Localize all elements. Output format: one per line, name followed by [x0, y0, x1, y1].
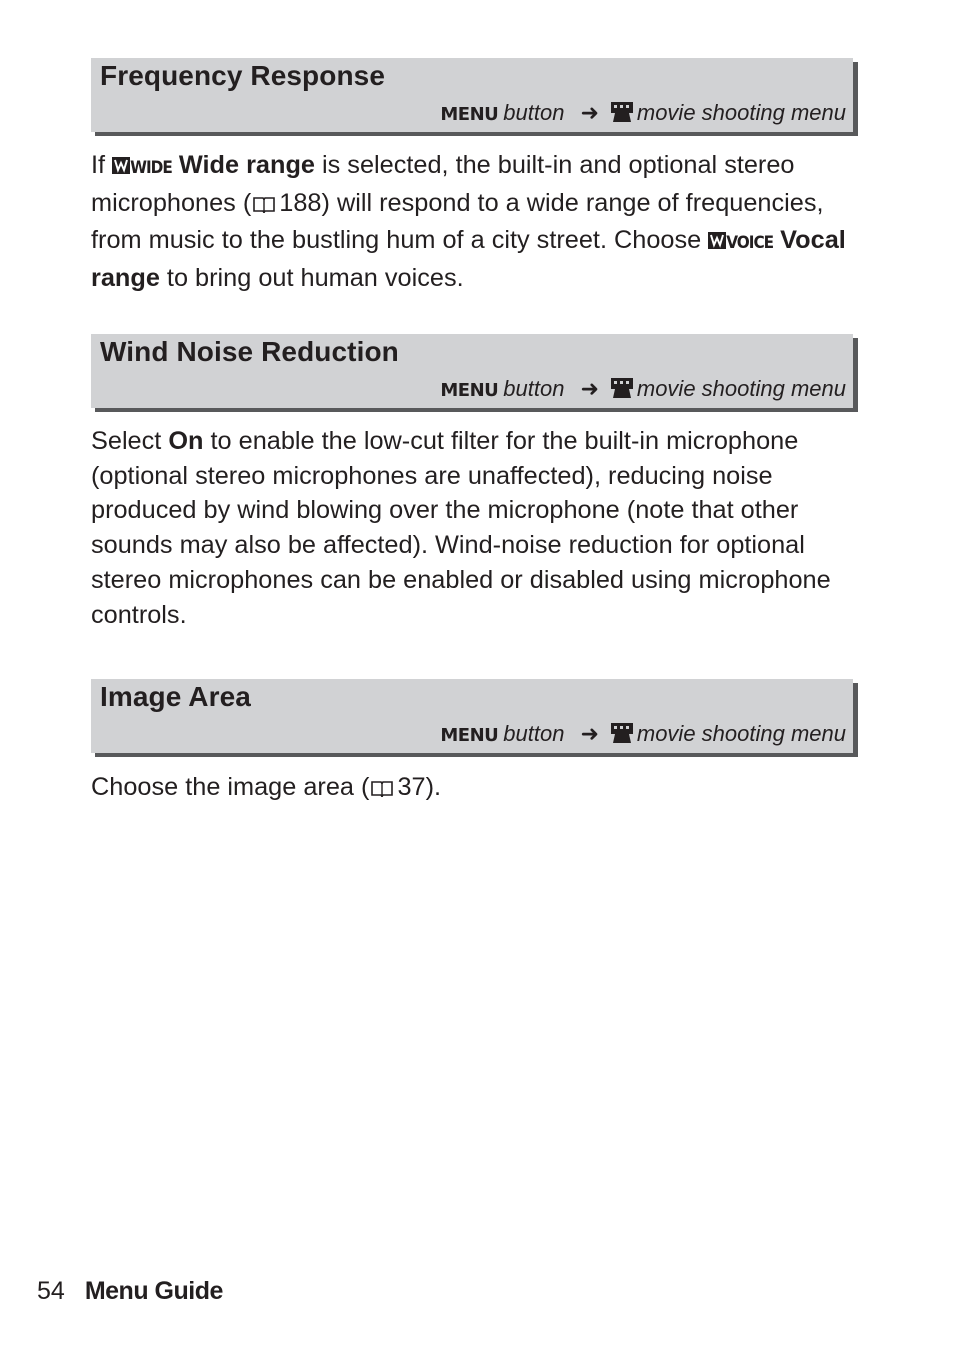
arrow-icon: ➜: [580, 721, 599, 746]
section-title: Wind Noise Reduction: [100, 336, 399, 367]
page-number: 54: [37, 1277, 65, 1305]
wind-noise-paragraph: [91, 424, 861, 632]
menu-name: movie shooting menu: [636, 721, 846, 746]
page-reference: 188: [279, 188, 322, 217]
arrow-icon: ➜: [580, 376, 599, 401]
text: ).: [425, 773, 442, 801]
text: is selected, the built-in and optional stereo microphones (: [91, 151, 795, 217]
header-shadow: [95, 753, 858, 757]
menu-button-label: button: [503, 100, 565, 125]
menu-path: [440, 721, 846, 749]
book-icon: [253, 189, 275, 224]
wide-range-label: Wide range: [178, 151, 315, 179]
section-header-wind-noise-reduction: [91, 334, 857, 412]
menu-button-label: button: [503, 721, 565, 746]
header-shadow: [95, 132, 858, 136]
image-area-paragraph: [91, 770, 861, 808]
movie-camera-icon: [611, 378, 633, 404]
wide-range-icon: [112, 158, 172, 178]
menu-key: MENU: [440, 104, 499, 125]
menu-path: [440, 100, 846, 128]
section-header-frequency-response: [91, 58, 857, 136]
header-shadow: [95, 408, 858, 412]
section-header-image-area: [91, 679, 857, 757]
section-title: Image Area: [100, 681, 251, 712]
voice-icon-text: VOICE: [726, 233, 774, 254]
wide-icon-text: WIDE: [130, 158, 172, 178]
on-label: On: [168, 427, 204, 455]
menu-name: movie shooting menu: [636, 100, 846, 125]
menu-path: [440, 376, 846, 404]
vocal-range-label: Vocal range: [91, 226, 846, 293]
text: Select: [91, 427, 169, 455]
text: to enable the low-cut filter for the built-in microphone (optional stereo microphones are unaffected), reducing noise produced by wind blowing over the microphone (note that other sounds may also be affected). Wind-noise reduction for optional stereo microphones can be enabled or disabled using microphone controls.: [91, 427, 831, 629]
header-shadow: [853, 62, 858, 136]
header-shadow: [853, 683, 858, 757]
movie-camera-icon: [611, 102, 633, 128]
guide-title: Menu Guide: [84, 1277, 223, 1305]
section-title: Frequency Response: [100, 60, 385, 91]
menu-name: movie shooting menu: [636, 376, 846, 401]
vocal-range-icon: [708, 233, 773, 253]
header-shadow: [853, 338, 858, 412]
text: Choose the image area (: [91, 773, 370, 801]
menu-button-label: button: [503, 376, 565, 401]
text: ) will respond to a wide range of frequencies, from music to the bustling hum of a city street. Choose: [91, 188, 824, 255]
text: to bring out human voices.: [159, 264, 464, 293]
page-footer: [37, 1277, 223, 1306]
book-icon: [371, 773, 393, 808]
movie-camera-icon: [611, 723, 633, 749]
page-reference: 37: [397, 773, 426, 801]
menu-key: MENU: [440, 380, 499, 401]
text: If: [91, 151, 113, 179]
menu-key: MENU: [440, 725, 499, 746]
frequency-response-paragraph: [91, 148, 861, 296]
arrow-icon: ➜: [580, 100, 599, 125]
